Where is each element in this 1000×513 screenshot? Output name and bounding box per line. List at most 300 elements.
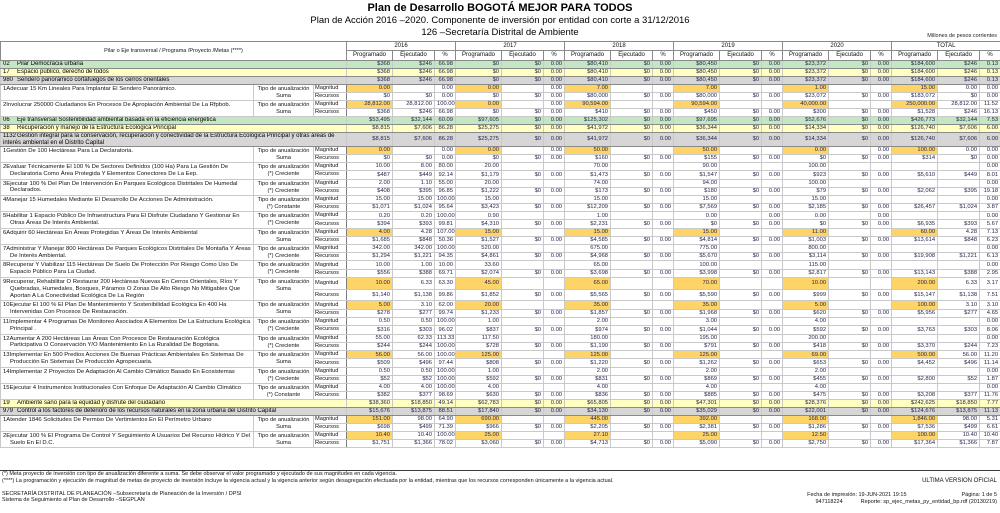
value-cell: $1,140 [347,289,393,301]
value-cell: $314 [892,155,938,163]
value-cell: 15.00 [892,85,938,93]
value-cell: 0.00 [544,69,565,77]
value-cell: $125,302 [565,117,611,125]
value-cell: 100.00 [435,244,456,252]
value-cell [938,212,980,220]
value-cell: 0.00 [980,212,1000,220]
value-cell [720,101,762,109]
value-cell: $80,410 [565,69,611,77]
value-cell: 60.00 [892,228,938,236]
value-cell: $3,208 [892,391,938,399]
value-cell: 0.00 [544,359,565,367]
value-cell: 63.30 [435,277,456,289]
value-cell: 56.00 [347,351,393,359]
value-cell: $0 [829,61,871,69]
value-cell: $0 [611,69,653,77]
value-cell: $303 [938,326,980,334]
value-cell: $0 [829,423,871,431]
section-code: 19 [3,399,10,406]
value-cell: $0 [611,309,653,317]
tipo-value-line: (*) Constante [266,391,301,398]
value-cell: 15.00 [674,228,720,236]
value-cell: 6.61 [980,423,1000,431]
value-cell [762,431,783,439]
value-cell [829,196,871,204]
value-cell: 10.00 [347,261,393,269]
value-cell: 95.64 [435,204,456,212]
value-cell: $0 [611,423,653,431]
value-cell [544,261,565,269]
value-cell: 7.00 [565,85,611,93]
recursos-label: Recursos [314,289,347,301]
meta-label: 9Recuperar, Rehabilitar O Restaurar 200 Hectáreas Nuevas En Cerros Orientales, Ríos Y Quebradas, Humedales, Bosques, Páramos O Zonas De Alto Riesgo No Mitigables Que Aportan A La Conectividad Ecológica De La Región [1,277,254,300]
value-cell: 0.90 [456,212,502,220]
value-cell: 0.00 [544,133,565,147]
value-cell: $0 [611,204,653,212]
section-label: 1132Gestión integral para la conservación, recuperación y conectividad de la Estructura Ecológica Principal y otras áreas de interés ambiental en el Distrito Capital [1,133,347,147]
value-cell: $368 [347,77,393,85]
value-cell [544,196,565,204]
value-cell: $0 [393,93,435,101]
page-number: Página: 1 de 5 [961,492,997,498]
value-cell: 0.00 [544,253,565,261]
value-cell: $3,698 [565,269,611,277]
value-cell: $3,998 [674,269,720,277]
value-cell: 0.00 [544,204,565,212]
meta-tipo-anualizacion [254,261,314,278]
value-cell: $0 [502,407,544,415]
value-cell: $394 [347,220,393,228]
value-cell: $0 [829,220,871,228]
subcol-header: Ejecutado [502,51,544,61]
value-cell: $0 [720,309,762,317]
value-cell [544,277,565,289]
value-cell [938,196,980,204]
value-cell: 0.00 [871,391,892,399]
value-cell [829,301,871,309]
value-cell [871,351,892,359]
meta-tipo-anualizacion [254,367,314,383]
value-cell [938,163,980,171]
value-cell: 0.00 [435,147,456,155]
value-cell: 0.00 [762,375,783,383]
value-cell: $5,590 [674,289,720,301]
value-cell: 0.00 [653,309,674,317]
value-cell: $2,817 [783,269,829,277]
tipo-label-line: Tipo de anualización [257,245,310,252]
recursos-label: Recursos [314,391,347,399]
value-cell: $3,423 [456,204,502,212]
meta-number: 1 [3,86,7,92]
value-cell: 27.10 [565,431,611,439]
value-cell [653,415,674,423]
value-cell [393,85,435,93]
value-cell: 66.98 [435,109,456,117]
value-cell: 11.76 [980,391,1000,399]
value-cell: 4.00 [456,383,502,391]
tipo-value-line: (*) Creciente [267,220,300,227]
meta-number: 1 [3,148,7,154]
value-cell: $0 [720,69,762,77]
value-cell: 0.00 [871,440,892,448]
value-cell: $0 [611,133,653,147]
value-cell: $966 [456,423,502,431]
value-cell [871,415,892,423]
value-cell: $17,364 [892,440,938,448]
value-cell: 3.17 [980,277,1000,289]
value-cell: 0.00 [871,269,892,277]
value-cell: 0.00 [980,383,1000,391]
value-cell: $0 [720,133,762,147]
value-cell: $0 [456,77,502,85]
value-cell: $0 [502,375,544,383]
value-cell: $80,450 [674,69,720,77]
value-cell: $0 [502,125,544,133]
tipo-label-line: Tipo de anualización [257,335,310,342]
value-cell: $2,231 [565,220,611,228]
section-label: 06 Eje transversal Sostenibilidad ambiental basada en la eficiencia energética [1,117,347,125]
value-cell: 0.00 [871,375,892,383]
value-cell: $0 [502,391,544,399]
value-cell: 0.00 [544,171,565,179]
tipo-label-line: Tipo de anualización [257,278,310,285]
value-cell: 0.00 [762,212,783,220]
value-cell: $0 [829,117,871,125]
value-cell: $80,450 [674,77,720,85]
subcol-header: Programado [456,51,502,61]
meta-number: 10 [3,302,10,309]
value-cell: 342.00 [347,244,393,252]
value-cell: $0 [829,440,871,448]
meta-label: 7Administrar Y Manejar 800 Hectáreas De Parques Ecológicos Distritales De Montaña Y Áreas De Interés Ambiental. [1,244,254,261]
value-cell: 0.00 [762,423,783,431]
value-cell: 2.95 [980,269,1000,277]
value-cell: $7,606 [938,125,980,133]
meta-tipo-anualizacion [254,147,314,163]
value-cell [829,415,871,423]
magnitud-label: Magnitud [314,431,347,439]
value-cell: $52 [347,375,393,383]
value-cell: 0.00 [871,125,892,133]
section-label: 19 Ambiente sano para la equidad y disfrute del ciudadano [1,399,347,407]
value-cell: $1,233 [456,309,502,317]
meta-label: 13Implementar En 500 Predios Acciones De Buenas Prácticas Ambientales En Sistemas De Producción En Sistemas De Producción Agropecuaria. [1,351,254,368]
value-cell: $449 [393,171,435,179]
value-cell: 80.00 [435,163,456,171]
value-cell: 0.00 [871,326,892,334]
value-cell: $0 [502,399,544,407]
value-cell [720,334,762,342]
value-cell: 100.00 [674,261,720,269]
value-cell: $0 [611,407,653,415]
value-cell: 0.00 [980,367,1000,375]
value-cell: $0 [829,187,871,195]
value-cell: $791 [674,342,720,350]
value-cell [720,244,762,252]
value-cell: $52 [393,375,435,383]
value-cell: 7.77 [980,399,1000,407]
value-cell [653,367,674,375]
value-cell: $97,605 [456,117,502,125]
value-cell: 117.50 [456,334,502,342]
value-cell: $0 [938,155,980,163]
year-header: TOTAL [892,42,1000,51]
subcol-header: Ejecutado [393,51,435,61]
value-cell: $246 [938,69,980,77]
value-cell: $244 [938,342,980,350]
value-cell: $1,366 [938,440,980,448]
value-cell [502,351,544,359]
value-cell: $1,003 [783,236,829,244]
value-cell: $1,138 [393,289,435,301]
value-cell: 4.28 [938,228,980,236]
meta-tipo-anualizacion [254,244,314,261]
value-cell: 0.00 [653,220,674,228]
value-cell: 97.44 [435,359,456,367]
value-cell: $1,852 [456,289,502,301]
value-cell: 0.00 [762,399,783,407]
value-cell [871,196,892,204]
value-cell: 0.00 [653,61,674,69]
value-cell: 100.00 [435,212,456,220]
value-cell: $0 [611,109,653,117]
value-cell: 4.65 [980,309,1000,317]
value-cell: $0 [674,220,720,228]
value-cell: 28,812.00 [938,101,980,109]
value-cell: $0 [720,61,762,69]
value-cell: $0 [502,204,544,212]
value-cell: 15.00 [347,196,393,204]
value-cell: 98.00 [393,415,435,423]
value-cell: 70.00 [674,277,720,289]
value-cell: $0 [347,93,393,101]
footnote-asterisk: (*) Meta proyecto de inversión con tipo de anualización diferente a suma. Se debe observar el valor programado y ejecutado de sus magnitudes en cada vigencia. [2,471,398,477]
value-cell: 0.00 [544,85,565,93]
value-cell: $382 [347,391,393,399]
tipo-label-line: Tipo de anualización [257,384,310,391]
value-cell: $4,814 [674,236,720,244]
value-cell: $28,376 [783,399,829,407]
table-header-years-row [1,42,1000,51]
value-cell: 11.52 [980,101,1000,109]
value-cell: 0.00 [980,147,1000,155]
tipo-label-line: Tipo de anualización [257,262,310,269]
meta-label: 10Ejecutar El 100 % El Plan De Mantenimiento Y Sostenibilidad Ecológica En 400 Ha Intervenidas Con Procesos De Restauración. [1,301,254,318]
entity-name: 126 –Secretaría Distrital de Ambiente [421,27,579,38]
value-cell: 86.28 [435,125,456,133]
value-cell: 7.00 [674,85,720,93]
value-cell: $0 [829,309,871,317]
subcol-header: % [653,51,674,61]
value-cell: 0.00 [653,399,674,407]
recursos-label: Recursos [314,326,347,334]
value-cell [611,261,653,269]
value-cell: $52,676 [783,117,829,125]
value-cell: $18,850 [393,399,435,407]
value-cell [938,244,980,252]
value-cell: 49.14 [435,399,456,407]
value-cell: 8.00 [393,163,435,171]
value-cell: 86.28 [435,133,456,147]
value-cell: $244 [393,342,435,350]
value-cell: $0 [720,93,762,101]
value-cell [544,163,565,171]
value-cell: $0 [720,440,762,448]
value-cell: 0.00 [653,133,674,147]
value-cell: $180 [674,187,720,195]
value-cell: 1.00 [456,367,502,375]
value-cell: $499 [393,423,435,431]
section-label: 17 Espacio público, derecho de todos [1,69,347,77]
value-cell: 66.98 [435,77,456,85]
value-cell: $8,815 [347,133,393,147]
value-cell [502,179,544,187]
value-cell: $246 [393,77,435,85]
value-cell: $368 [347,109,393,117]
value-cell: $4,968 [565,253,611,261]
value-cell [653,351,674,359]
value-cell [762,383,783,391]
value-cell: 0.00 [762,253,783,261]
value-cell: $0 [502,133,544,147]
value-cell: $0 [456,155,502,163]
section-label: 979 Control a los factores de deterioro de los recursos naturales en la zona urbana del Distrito Capital [1,407,347,415]
value-cell: 800.00 [783,244,829,252]
magnitud-label: Magnitud [314,261,347,269]
meta-label: 8Recuperar Y Viabilizar 115 Hectáreas De Suelo De Protección Por Riesgo Como Uso De Espacio Público Para La Ciudad. [1,261,254,278]
value-cell: $80,450 [674,61,720,69]
meta-tipo-anualizacion [254,334,314,351]
magnitud-label: Magnitud [314,212,347,220]
value-cell: $13,614 [892,236,938,244]
value-cell: $173 [565,187,611,195]
tipo-value-line: Suma [276,423,291,430]
value-cell: 0.00 [653,155,674,163]
value-cell: $0 [829,269,871,277]
value-cell: $1,294 [347,253,393,261]
tipo-label-line: Tipo de anualización [257,229,310,236]
value-cell: 0.00 [871,236,892,244]
value-cell: 0.00 [871,147,892,155]
meta-magnitud-row [1,147,1000,155]
meta-label: 5Habilitar 1 Espacio Público De Infraestructura Para El Disfrute Ciudadano Y Gestionar En Otras Áreas De Interés Ambiental. [1,212,254,229]
value-cell: 0.00 [435,85,456,93]
value-cell: $0 [720,342,762,350]
value-cell: $0 [611,359,653,367]
value-cell: 66.98 [435,61,456,69]
value-cell [829,431,871,439]
section-code: 1132 [3,133,16,139]
value-cell: 0.00 [871,155,892,163]
subcol-header: Programado [783,51,829,61]
value-cell: $395 [393,187,435,195]
value-cell: $0 [611,391,653,399]
value-cell: $65,805 [565,399,611,407]
value-cell: 6.00 [980,125,1000,133]
recursos-label: Recursos [314,109,347,117]
value-cell: 0.00 [980,93,1000,101]
value-cell: 35.00 [565,301,611,309]
value-cell: $0 [611,342,653,350]
magnitud-label: Magnitud [314,277,347,289]
value-cell [611,317,653,325]
value-cell [611,415,653,423]
value-cell: 6.23 [980,236,1000,244]
meta-magnitud-row [1,196,1000,204]
value-cell: 0.00 [544,423,565,431]
value-cell: $728 [456,342,502,350]
value-cell [762,85,783,93]
value-cell: $183,072 [892,93,938,101]
value-cell: 0.00 [435,155,456,163]
value-cell: 0.00 [980,196,1000,204]
section-row [1,117,1000,125]
value-cell: 6.13 [980,253,1000,261]
value-cell: 3.00 [674,317,720,325]
meta-number: 4 [3,197,7,204]
value-cell: $0 [829,375,871,383]
value-cell: $1,528 [892,109,938,117]
section-code: 17 [3,69,10,75]
value-cell: 0.50 [393,317,435,325]
value-cell: $1,044 [674,326,720,334]
value-cell: $25,275 [456,133,502,147]
value-cell: 250,000.00 [892,101,938,109]
value-cell [502,147,544,155]
value-cell: 0.00 [544,93,565,101]
value-cell [762,228,783,236]
value-cell: 2.00 [565,367,611,375]
value-cell: 0.00 [762,236,783,244]
value-cell: 0.00 [653,93,674,101]
value-cell: 0.00 [871,399,892,407]
value-cell [871,244,892,252]
value-cell: 195.00 [674,334,720,342]
value-cell [502,431,544,439]
meta-label: 1Gestión De 100 Hectáreas Para La Declaratoria. [1,147,254,163]
value-cell: $4,452 [892,359,938,367]
tipo-value-line: Suma [276,359,291,366]
value-cell: $0 [783,220,829,228]
value-cell: 0.00 [871,220,892,228]
value-cell: $1,190 [565,342,611,350]
value-cell: $0 [720,391,762,399]
value-cell: $8,815 [347,125,393,133]
value-cell: 0.00 [653,171,674,179]
value-cell [762,367,783,375]
value-cell: $1,286 [783,423,829,431]
value-cell: 0.00 [871,77,892,85]
value-cell: 2.00 [565,317,611,325]
value-cell: $0 [611,289,653,301]
value-cell: 125.00 [565,351,611,359]
value-cell: 4.00 [783,317,829,325]
value-cell: 675.00 [565,244,611,252]
value-cell: $35,029 [674,407,720,415]
value-cell: 0.00 [871,204,892,212]
value-cell [544,367,565,375]
subcol-header: Ejecutado [938,51,980,61]
value-cell: 0.00 [871,423,892,431]
meta-magnitud-row [1,351,1000,359]
value-cell: 0.00 [762,289,783,301]
subcol-header: Programado [892,51,938,61]
meta-number: 15 [3,384,10,391]
value-cell: 6.00 [980,133,1000,147]
value-cell: 0.00 [544,125,565,133]
meta-number: 6 [3,229,7,236]
recursos-label: Recursos [314,155,347,163]
